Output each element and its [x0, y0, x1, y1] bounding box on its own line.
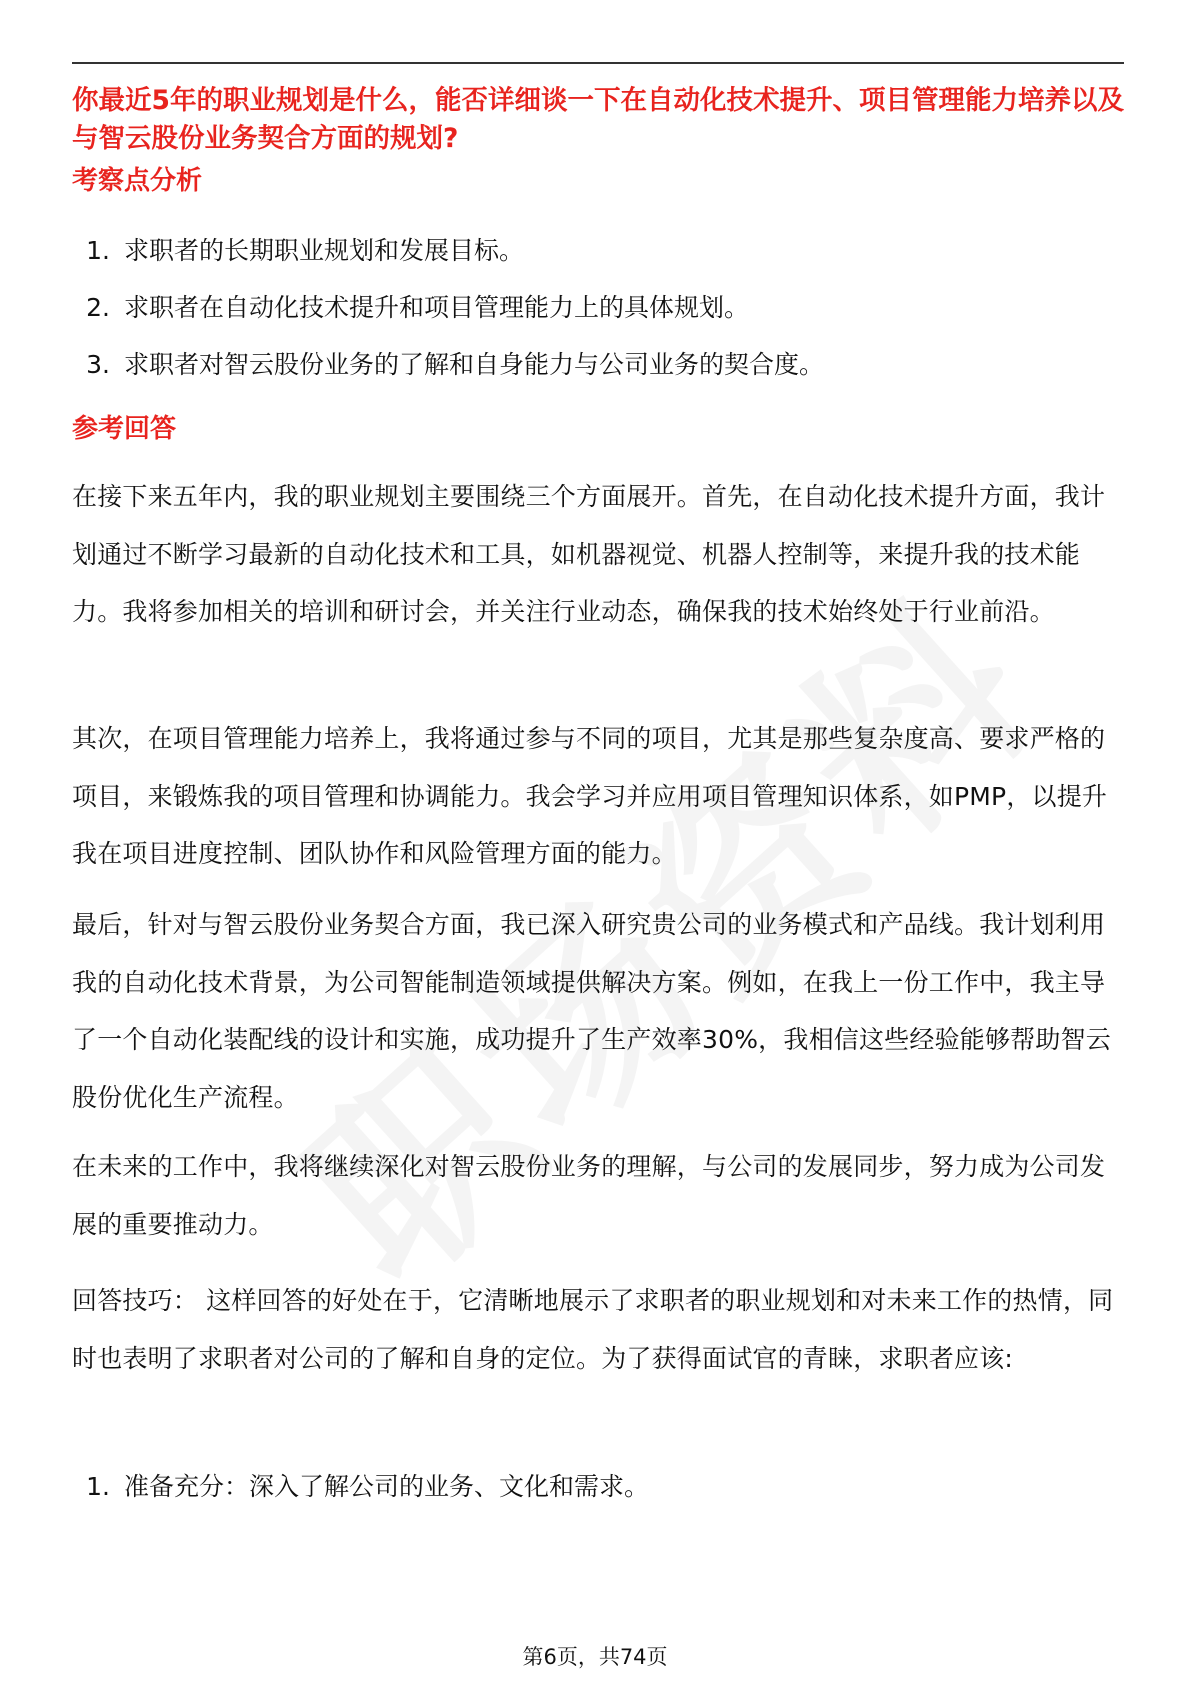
list-text: 求职者在自动化技术提升和项目管理能力上的具体规划。 — [124, 293, 750, 322]
list-number: 1. — [86, 236, 110, 265]
top-divider — [72, 62, 1124, 64]
analysis-list — [72, 222, 1132, 393]
tips-paragraph: 回答技巧： 这样回答的好处在于，它清晰地展示了求职者的职业规划和对未来工作的热情，同时也表明了求职者对公司的了解和自身的定位。为了获得面试官的青睐，求职者应该: — [72, 1286, 1114, 1373]
list-item — [72, 1458, 1132, 1515]
analysis-title: 考察点分析 — [72, 166, 203, 196]
answer-paragraph-1: 在接下来五年内，我的职业规划主要围绕三个方面展开。首先，在自动化技术提升方面，我计划通过不断学习最新的自动化技术和工具，如机器视觉、机器人控制等，来提升我的技术能力。我将参加相关的培训和研讨会，并关注行业动态，确保我的技术始终处于行业前沿。 — [72, 482, 1106, 626]
list-item — [72, 279, 1132, 336]
list-text: 求职者的长期职业规划和发展目标。 — [124, 236, 525, 265]
list-item — [72, 222, 1132, 279]
answer-paragraph-2: 其次，在项目管理能力培养上，我将通过参与不同的项目，尤其是那些复杂度高、要求严格的项目，来锻炼我的项目管理和协调能力。我会学习并应用项目管理知识体系，如PMP，以提升我在项目进度控制、团队协作和风险管理方面的能力。 — [72, 724, 1108, 868]
list-text: 准备充分：深入了解公司的业务、文化和需求。 — [124, 1472, 650, 1501]
answer-paragraph-4: 在未来的工作中，我将继续深化对智云股份业务的理解，与公司的发展同步，努力成为公司发展的重要推动力。 — [72, 1152, 1106, 1239]
list-item — [72, 336, 1132, 393]
list-number: 2. — [86, 293, 110, 322]
answer-title: 参考回答 — [72, 414, 177, 444]
list-text: 求职者对智云股份业务的了解和自身能力与公司业务的契合度。 — [124, 350, 825, 379]
answer-paragraph-3: 最后，针对与智云股份业务契合方面，我已深入研究贵公司的业务模式和产品线。我计划利用我的自动化技术背景，为公司智能制造领域提供解决方案。例如，在我上一份工作中，我主导了一个自动化装配线的设计和实施，成功提升了生产效率30%，我相信这些经验能够帮助智云股份优化生产流程。 — [72, 910, 1111, 1112]
page-footer: 第6页，共74页 — [522, 1645, 668, 1669]
question-heading: 你最近5年的职业规划是什么，能否详细谈一下在自动化技术提升、项目管理能力培养以及与智云股份业务契合方面的规划? — [72, 85, 1124, 154]
list-number: 3. — [86, 350, 110, 379]
list-number: 1. — [86, 1472, 110, 1501]
tips-list — [72, 1458, 1132, 1515]
